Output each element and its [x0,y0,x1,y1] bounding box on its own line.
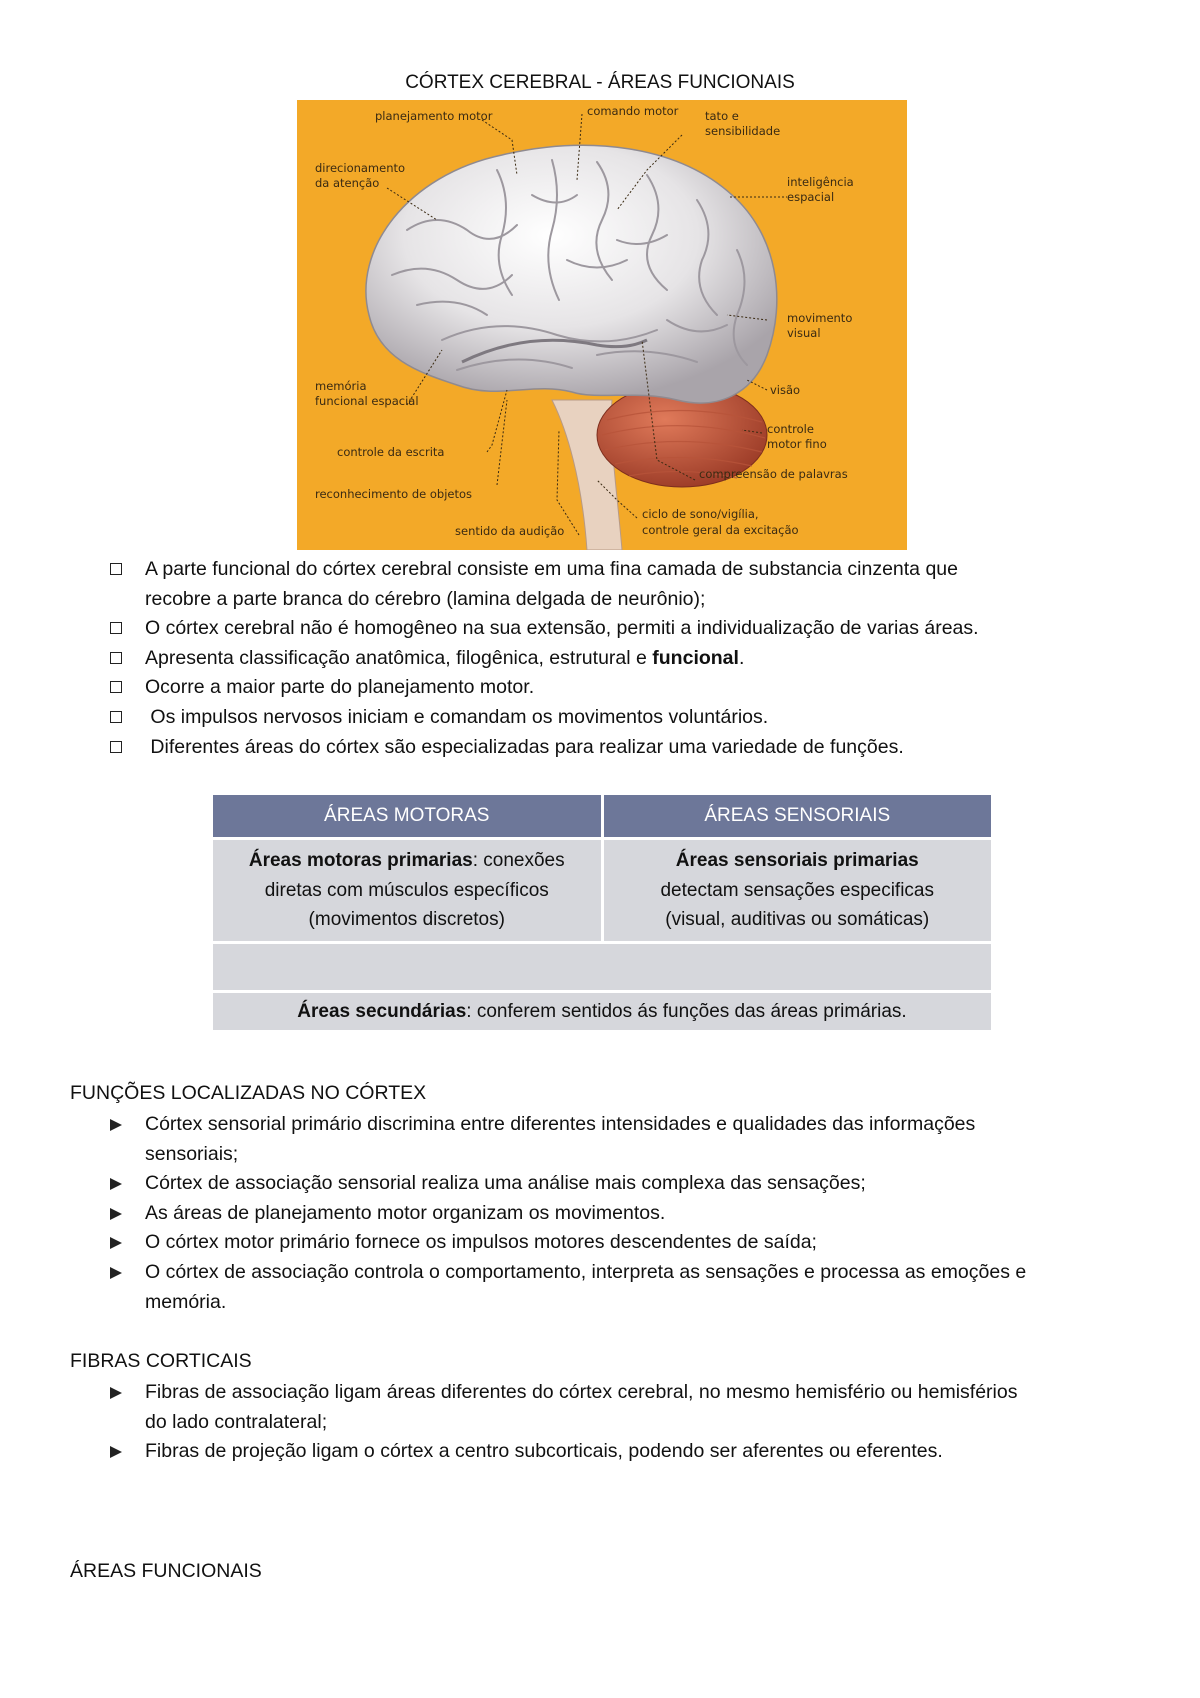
list-item: O córtex motor primário fornece os impulsos motores descendentes de saída; [110,1228,1140,1258]
list-item: Ocorre a maior parte do planejamento motor. [110,673,1120,703]
cell-secondary: Áreas secundárias: conferem sentidos ás funções das áreas primárias. [213,993,991,1031]
section-heading-fibras: FIBRAS CORTICAIS [70,1350,252,1372]
brain-figure [297,100,907,550]
label-compreensao: compreensão de palavras [699,467,848,481]
list-item: Córtex sensorial primário discrimina entre diferentes intensidades e qualidades das informações sensoriais; [110,1110,1140,1169]
label-memoria-2: funcional espacial [315,394,419,408]
checkbox-bullet-icon [110,563,122,575]
list-item: Apresenta classificação anatômica, filogênica, estrutural e funcional. [110,644,1120,674]
list-item: Os impulsos nervosos iniciam e comandam os movimentos voluntários. [110,703,1120,733]
list-item: O córtex de associação controla o comportamento, interpreta as sensações e processa as emoções e memória. [110,1258,1140,1317]
label-inteligencia-1: inteligência [787,175,854,189]
checkbox-bullet-icon [110,622,122,634]
label-controle-escrita: controle da escrita [337,445,445,459]
fibras-list [110,1378,1140,1467]
funcoes-list [110,1110,1140,1317]
list-item: O córtex cerebral não é homogêneo na sua extensão, permiti a individualização de varias áreas. [110,614,1120,644]
label-memoria-1: memória [315,379,367,393]
label-inteligencia-2: espacial [787,190,835,204]
label-visao: visão [770,383,801,397]
intro-list [110,555,1120,762]
section-heading-funcoes: FUNÇÕES LOCALIZADAS NO CÓRTEX [70,1082,427,1104]
header-areas-sensoriais: ÁREAS SENSORIAIS [604,795,992,837]
list-item: Fibras de associação ligam áreas diferentes do córtex cerebral, no mesmo hemisfério ou hemisférios do lado contralateral; [110,1378,1140,1437]
checkbox-bullet-icon [110,711,122,723]
arrow-bullet-icon [110,1119,122,1131]
header-areas-motoras: ÁREAS MOTORAS [213,795,601,837]
areas-table [210,792,994,1033]
cell-motor-primary: Áreas motoras primarias: conexões diretas com músculos específicos (movimentos discretos) [213,840,601,941]
label-audicao: sentido da audição [455,524,565,538]
page-title: CÓRTEX CEREBRAL - ÁREAS FUNCIONAIS [405,72,795,93]
cell-empty [213,944,991,990]
label-tato-1: tato e [705,109,739,123]
label-planejamento-motor: planejamento motor [375,109,493,123]
arrow-bullet-icon [110,1178,122,1190]
label-tato-2: sensibilidade [705,124,781,138]
cell-sensory-primary: Áreas sensoriais primarias detectam sensações especificas (visual, auditivas ou somáticas) [604,840,992,941]
label-direcionamento-1: direcionamento [315,161,406,175]
list-item: Córtex de associação sensorial realiza uma análise mais complexa das sensações; [110,1169,1140,1199]
label-reconhecimento: reconhecimento de objetos [315,487,473,501]
arrow-bullet-icon [110,1446,122,1458]
label-controle-1: controle [767,422,814,436]
list-item: Fibras de projeção ligam o córtex a centro subcorticais, podendo ser aferentes ou eferentes. [110,1437,1140,1467]
label-direcionamento-2: da atenção [315,176,380,190]
label-comando-motor: comando motor [587,104,679,118]
label-controle-2: motor fino [767,437,827,451]
arrow-bullet-icon [110,1208,122,1220]
list-item: Diferentes áreas do córtex são especializadas para realizar uma variedade de funções. [110,733,1120,763]
list-item: As áreas de planejamento motor organizam os movimentos. [110,1199,1140,1229]
checkbox-bullet-icon [110,652,122,664]
label-movimento-1: movimento [787,311,853,325]
arrow-bullet-icon [110,1387,122,1399]
checkbox-bullet-icon [110,681,122,693]
label-ciclo-2: controle geral da excitação [642,523,799,537]
label-movimento-2: visual [787,326,821,340]
label-ciclo-1: ciclo de sono/vigília, [642,507,759,521]
section-heading-areas-funcionais: ÁREAS FUNCIONAIS [70,1560,262,1582]
checkbox-bullet-icon [110,741,122,753]
cerebrum [366,145,777,403]
list-item: A parte funcional do córtex cerebral consiste em uma fina camada de substancia cinzenta que recobre a parte branca do cérebro (lamina delgada de neurônio); [110,555,1120,614]
arrow-bullet-icon [110,1237,122,1249]
arrow-bullet-icon [110,1267,122,1279]
